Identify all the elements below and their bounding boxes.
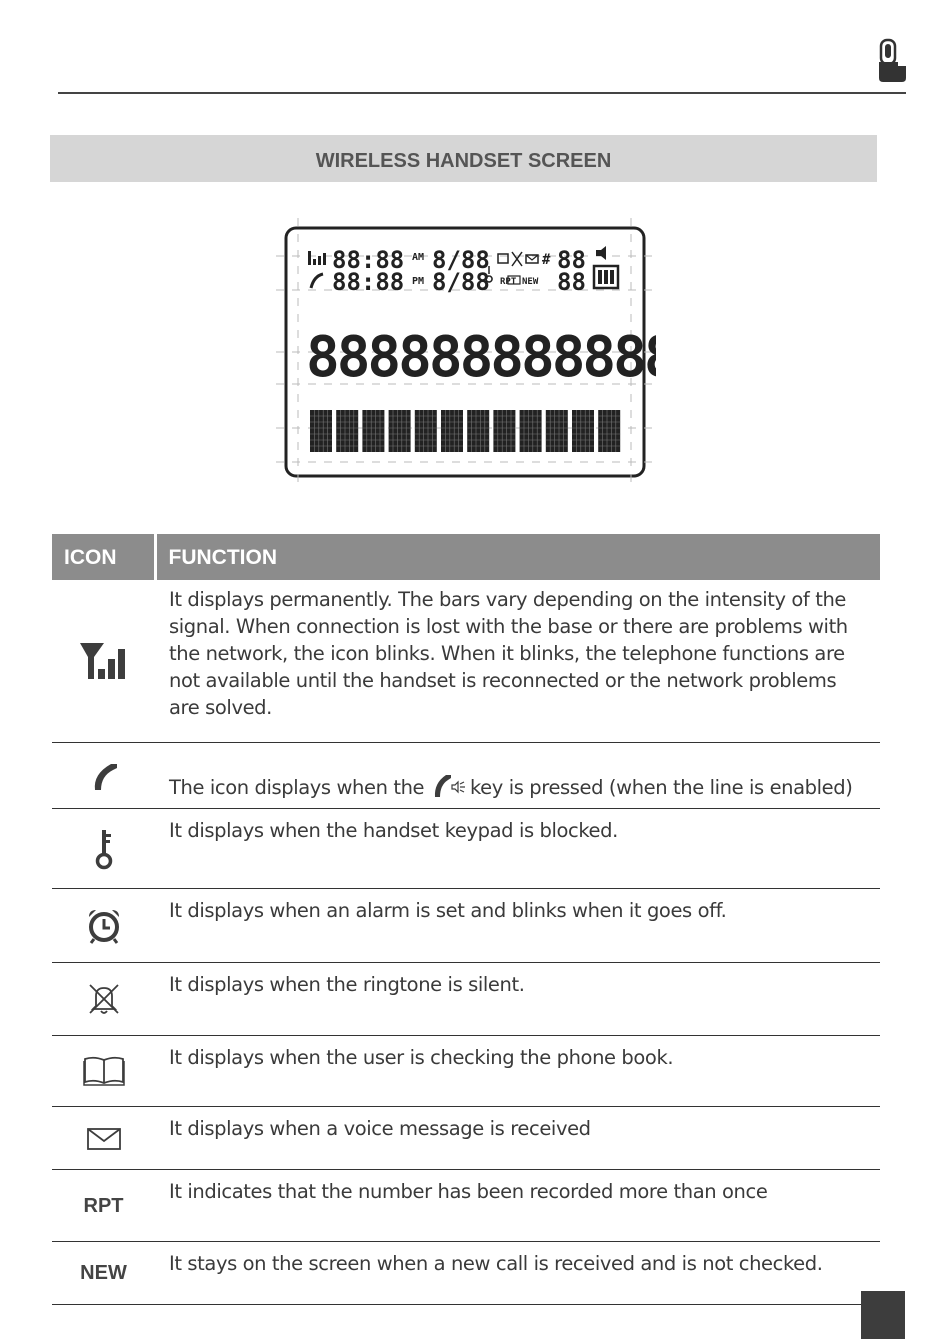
lcd-date-top: 8/88 — [432, 246, 490, 274]
table-row — [52, 1242, 880, 1305]
lcd-pm: PM — [412, 276, 425, 287]
row-description: The icon displays when the key is pressed (when the line is enabled) — [155, 743, 880, 809]
lcd-clock-bottom: 88:88 — [332, 268, 405, 296]
row-description: It displays when a voice message is received — [155, 1107, 880, 1170]
icon-function-table — [52, 534, 880, 1305]
lcd-clock-top: 88:88 — [332, 246, 405, 274]
row-description: It stays on the screen when a new call is received and is not checked. — [155, 1242, 880, 1305]
lcd-count-bottom: 88 — [557, 268, 586, 296]
key-icon — [92, 828, 116, 870]
lcd-new: NEW — [522, 277, 539, 287]
handset-speaker-key-icon — [432, 771, 468, 799]
row-description: It displays permanently. The bars vary depending on the intensity of the signal. When connection is lost with the base or there are problems with the network, the icon blinks. When it blinks, the telephone functions are not available until the handset is reconnected or the network problems are solved. — [155, 580, 880, 743]
cordless-phone-icon — [876, 38, 908, 84]
table-row — [52, 580, 880, 743]
rpt-label: RPT — [83, 1194, 124, 1217]
table-row — [52, 1036, 880, 1107]
phone-book-icon — [82, 1055, 126, 1087]
table-row — [52, 809, 880, 889]
table-row — [52, 743, 880, 809]
handset-icon — [89, 760, 119, 792]
table-row — [52, 889, 880, 963]
bell-muted-icon — [87, 982, 121, 1016]
lcd-am: AM — [412, 252, 425, 263]
table-row — [52, 963, 880, 1036]
row-description: It displays when an alarm is set and blinks when it goes off. — [155, 889, 880, 963]
lcd-rpt: RPT — [500, 277, 517, 287]
page-corner-tab — [861, 1291, 905, 1339]
table-row — [52, 1107, 880, 1170]
lcd-screen-illustration — [276, 218, 656, 488]
header-rule — [58, 92, 906, 94]
row-description: It displays when the handset keypad is blocked. — [155, 809, 880, 889]
row-description: It displays when the user is checking the phone book. — [155, 1036, 880, 1107]
envelope-icon — [86, 1127, 122, 1151]
table-row — [52, 1170, 880, 1242]
section-title: WIRELESS HANDSET SCREEN — [50, 135, 877, 182]
signal-bars-icon — [78, 641, 130, 681]
alarm-clock-icon — [86, 907, 122, 945]
icon-column-header: ICON — [52, 534, 155, 580]
row-description: It indicates that the number has been recorded more than once — [155, 1170, 880, 1242]
lcd-hash: # — [542, 252, 551, 268]
new-label: NEW — [80, 1262, 127, 1284]
lcd-count-top: 88 — [557, 246, 586, 274]
function-column-header: FUNCTION — [155, 534, 880, 580]
lcd-main-digits: 888888888888 — [306, 325, 656, 390]
row-description: It displays when the ringtone is silent. — [155, 963, 880, 1036]
lcd-date-bottom: 8/88 — [432, 268, 490, 296]
